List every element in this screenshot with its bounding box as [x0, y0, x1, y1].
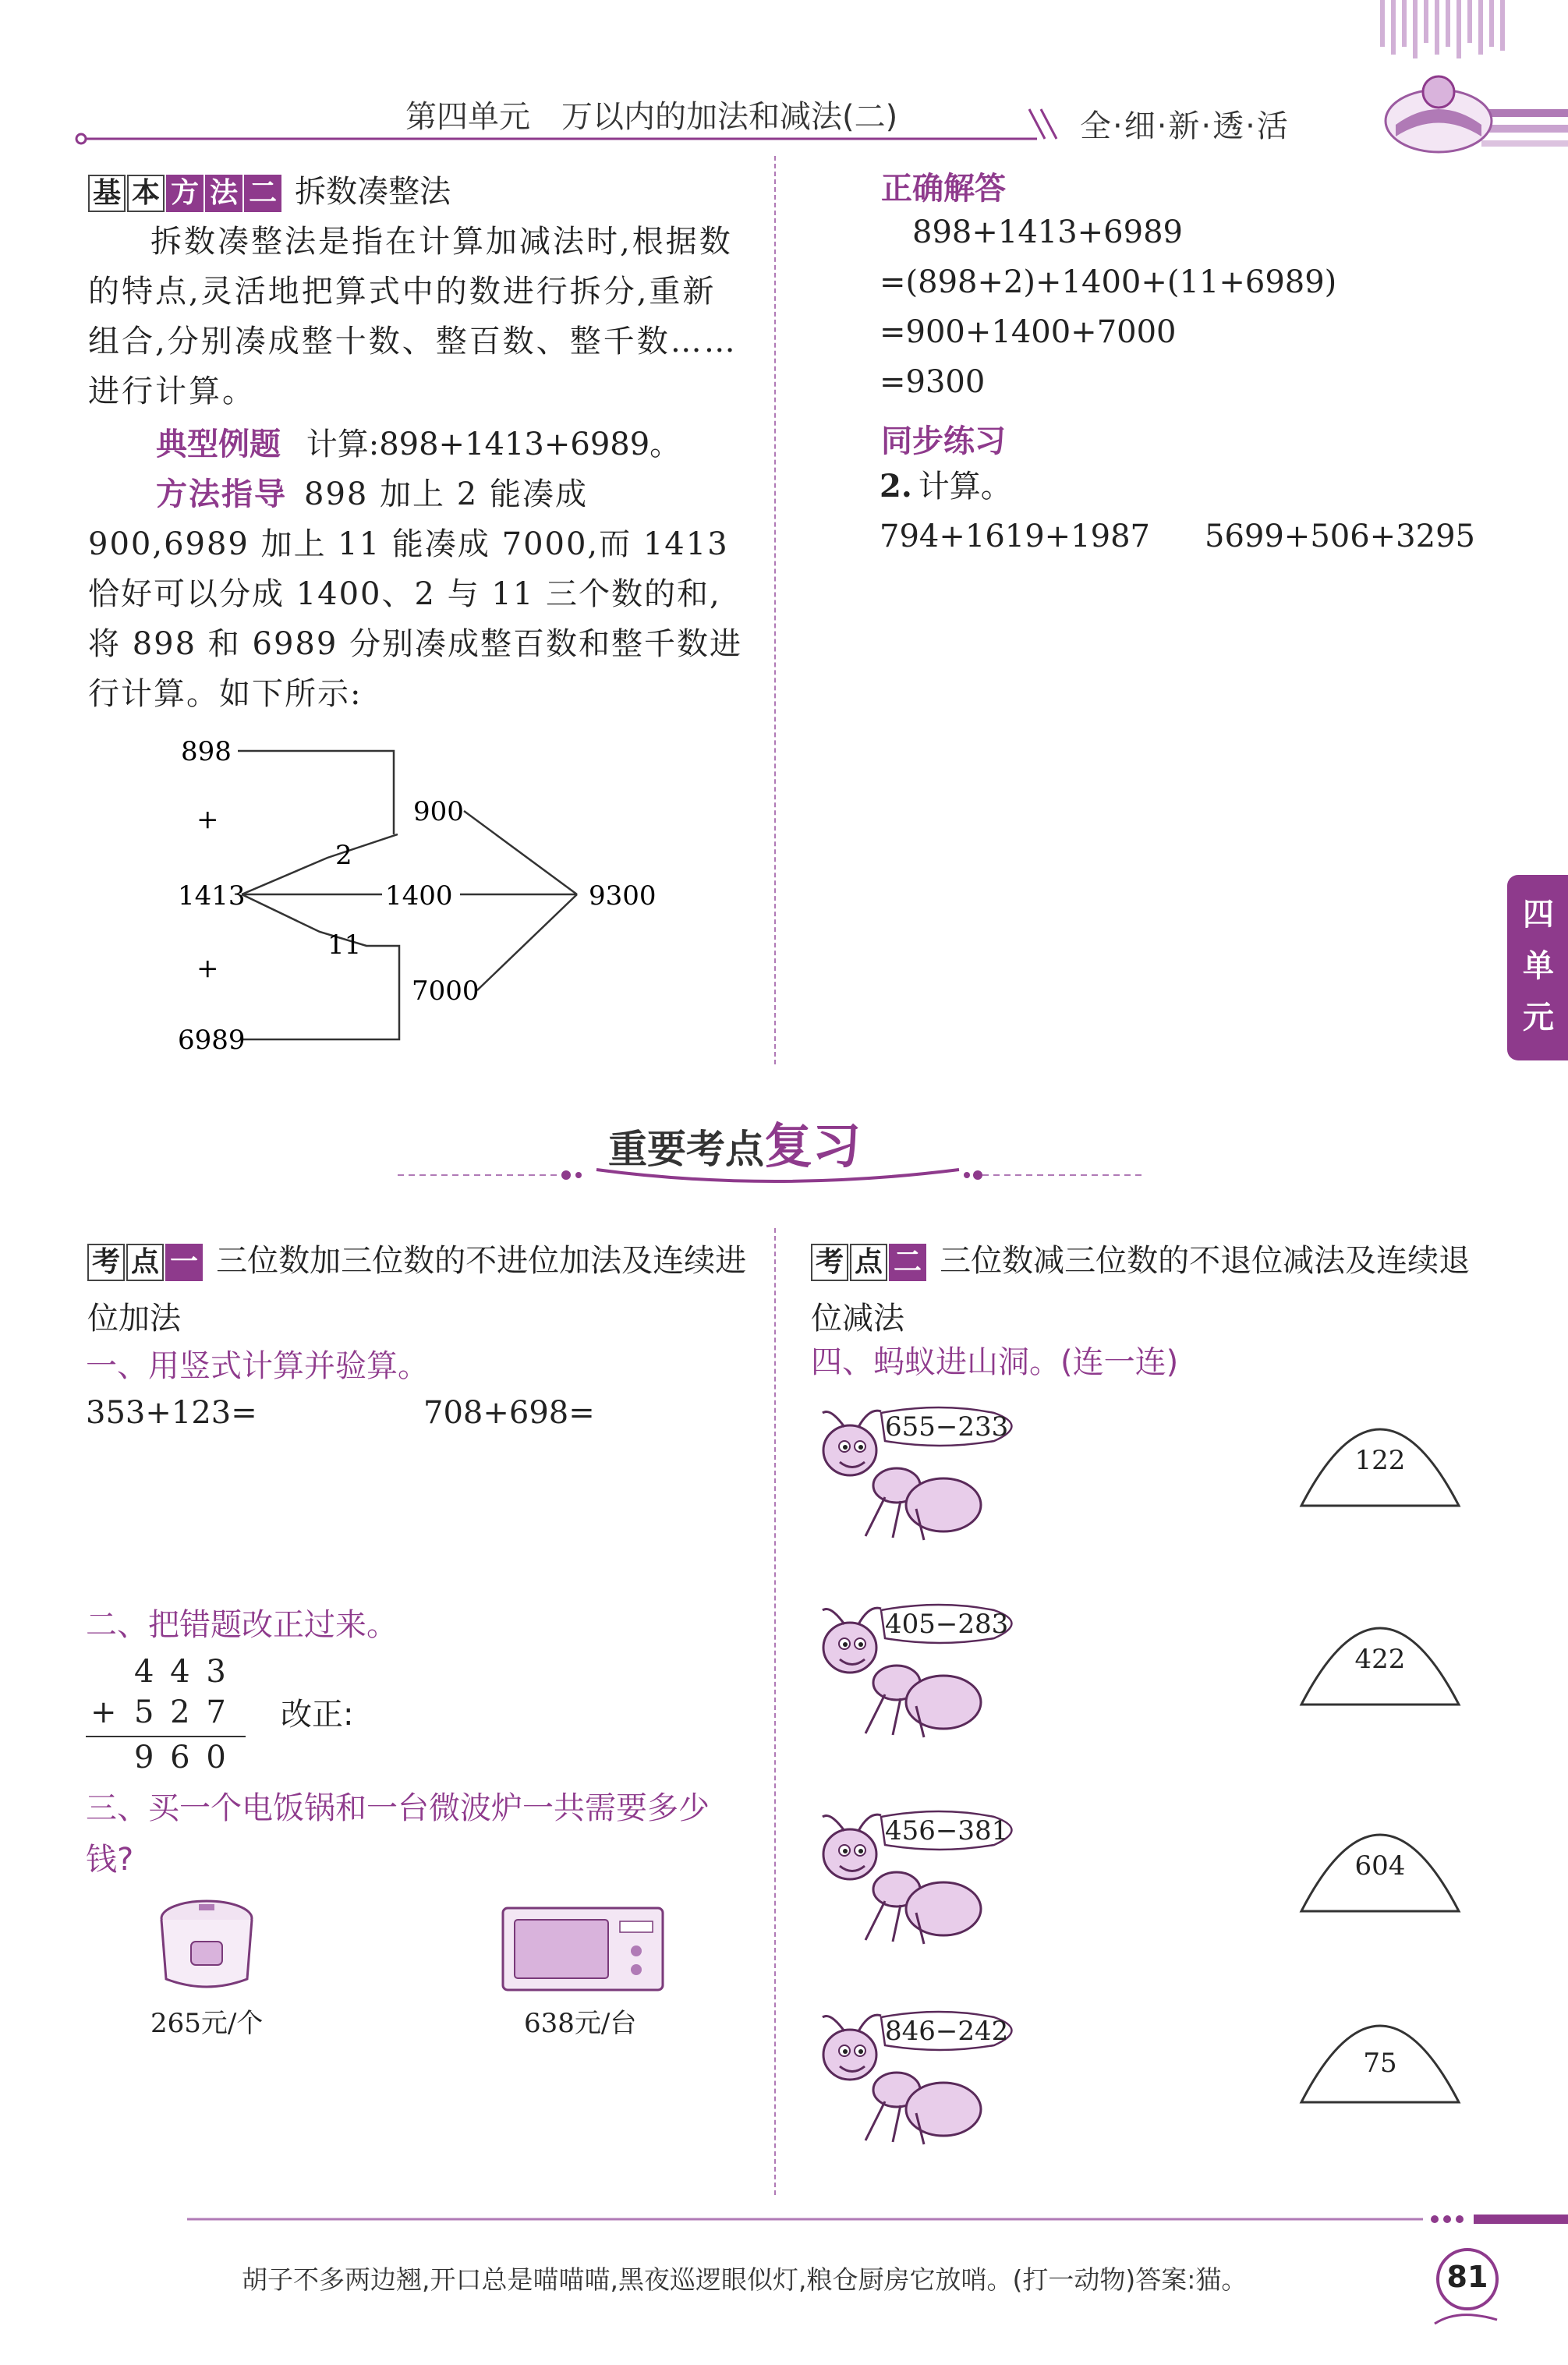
- cave-2[interactable]: [1298, 1606, 1462, 1708]
- method-tag-1: 基: [88, 175, 126, 212]
- sec4-title: 四、蚂蚁进山洞。(连一连): [811, 1344, 1179, 1380]
- review-title: [608, 1107, 861, 1177]
- diagram-plus-1: +: [196, 804, 219, 835]
- ant-1[interactable]: [807, 1404, 1041, 1544]
- point1-tag-1: 考: [87, 1244, 125, 1281]
- point1-tag-2: 点: [126, 1244, 164, 1281]
- column-divider-bottom: [774, 1228, 776, 2195]
- review-title-main: 重要考点: [608, 1126, 764, 1172]
- diagram-1400: 1400: [385, 880, 453, 912]
- solution-line-4: =9300: [880, 364, 986, 400]
- ant-4-expression: 846−242: [885, 2016, 1009, 2047]
- rice-cooker-icon: [152, 1893, 261, 1999]
- diagram-7000: 7000: [412, 975, 480, 1007]
- diagram-9300: 9300: [589, 880, 657, 912]
- cooker-price: 265元/个: [150, 2008, 264, 2039]
- method-description: 拆数凑整法是指在计算加减法时,根据数的特点,灵活地把算式中的数进行拆分,重新组合,分别凑成整十数、整百数、整千数……进行计算。: [88, 224, 738, 409]
- method-title: 拆数凑整法: [295, 174, 451, 210]
- example-label: 典型例题: [156, 427, 281, 462]
- ant-4[interactable]: [807, 2008, 1041, 2148]
- method-tag-3: 方: [166, 175, 204, 212]
- method-heading: [88, 167, 451, 212]
- vertical-operator: +: [90, 1694, 117, 1730]
- practice-title: 计算。: [918, 469, 1012, 505]
- point2-heading: [811, 1235, 1497, 1351]
- solution-line-1: 898+1413+6989: [912, 214, 1183, 250]
- ant-3-expression: 456−381: [885, 1815, 1009, 1846]
- method-tag-4: 法: [205, 175, 242, 212]
- cave-1-value: 122: [1354, 1445, 1406, 1476]
- cave-4-value: 75: [1363, 2048, 1397, 2079]
- point1-title: 三位数加三位数的不进位加法及连续进位加法: [87, 1243, 747, 1337]
- book-logo-icon: [1386, 76, 1492, 152]
- diagram-6989: 6989: [178, 1025, 246, 1056]
- point2-tag-2: 点: [850, 1244, 887, 1281]
- column-divider-top: [774, 156, 776, 1064]
- review-title-accent: 复习: [764, 1117, 862, 1174]
- correct-label: 改正:: [281, 1697, 354, 1733]
- sec1-q1: 353+123=: [86, 1395, 257, 1431]
- method-guide: [88, 469, 743, 719]
- practice-number: 2.: [880, 468, 912, 505]
- point2-tag-1: 考: [811, 1244, 848, 1281]
- page-number: 81: [1446, 2260, 1488, 2294]
- unit-title: 第四单元 万以内的加法和减法(二): [405, 99, 898, 135]
- ant-2-expression: 405−283: [885, 1609, 1009, 1640]
- cave-4[interactable]: [1298, 2004, 1462, 2105]
- footer-riddle: 胡子不多两边翘,开口总是喵喵喵,黑夜巡逻眼似灯,粮仓厨房它放哨。(打一动物)答案:猫。: [242, 2264, 1248, 2295]
- vertical-row-1: 4 4 3: [134, 1654, 229, 1690]
- header-slogan: 全·细·新·透·活: [1080, 108, 1290, 144]
- sec1-q2: 708+698=: [423, 1395, 595, 1431]
- cave-2-value: 422: [1354, 1644, 1406, 1675]
- method-tag-2: 本: [127, 175, 165, 212]
- practice-heading: [880, 462, 1012, 512]
- sec2-title: 二、把错题改正过来。: [86, 1607, 398, 1643]
- point1-tag-3: 一: [165, 1244, 203, 1281]
- point2-tag-3: 二: [889, 1244, 926, 1281]
- practice-q1: 794+1619+1987: [880, 519, 1150, 554]
- cave-3-value: 604: [1354, 1850, 1406, 1882]
- cave-1[interactable]: [1298, 1407, 1462, 1509]
- ant-3[interactable]: [807, 1807, 1041, 1948]
- ant-2[interactable]: [807, 1601, 1041, 1741]
- cave-3[interactable]: [1298, 1813, 1462, 1914]
- vertical-result: 9 6 0: [134, 1740, 229, 1776]
- diagram-plus-2: +: [196, 953, 219, 984]
- solution-line-3: =900+1400+7000: [880, 314, 1177, 350]
- split-diagram: [0, 717, 772, 1068]
- diagram-1413: 1413: [178, 880, 246, 912]
- practice-label: 同步练习: [881, 423, 1006, 459]
- practice-q2: 5699+506+3295: [1205, 519, 1475, 554]
- guide-label: 方法指导: [156, 476, 287, 512]
- point1-heading: [87, 1235, 758, 1351]
- solution-label: 正确解答: [881, 171, 1006, 207]
- method-tag-5: 二: [244, 175, 281, 212]
- sec1-title: 一、用竖式计算并验算。: [86, 1348, 429, 1384]
- example-text: 计算:898+1413+6989。: [306, 427, 681, 462]
- point2-title: 三位数减三位数的不退位减法及连续退位减法: [811, 1243, 1471, 1337]
- diagram-11: 11: [327, 929, 362, 961]
- vertical-row-2: 5 2 7: [134, 1694, 229, 1730]
- diagram-900: 900: [413, 796, 464, 827]
- solution-line-2: =(898+2)+1400+(11+6989): [880, 264, 1337, 300]
- diagram-898: 898: [181, 736, 232, 767]
- microwave-icon: [499, 1904, 671, 1996]
- example: [156, 420, 749, 469]
- diagram-2: 2: [335, 840, 352, 871]
- guide-text: 898 加上 2 能凑成 900,6989 加上 11 能凑成 7000,而 1413 恰好可以分成 1400、2 与 11 三个数的和,将 898 和 6989 分别凑成整百数和整千数进行计算。如下所示:: [88, 476, 743, 712]
- ant-1-expression: 655−233: [885, 1411, 1009, 1443]
- sec3-title: 三、买一个电饭锅和一台微波炉一共需要多少钱?: [86, 1790, 710, 1878]
- side-tab-label: 四单元: [1523, 897, 1554, 1036]
- microwave-price: 638元/台: [524, 2008, 637, 2039]
